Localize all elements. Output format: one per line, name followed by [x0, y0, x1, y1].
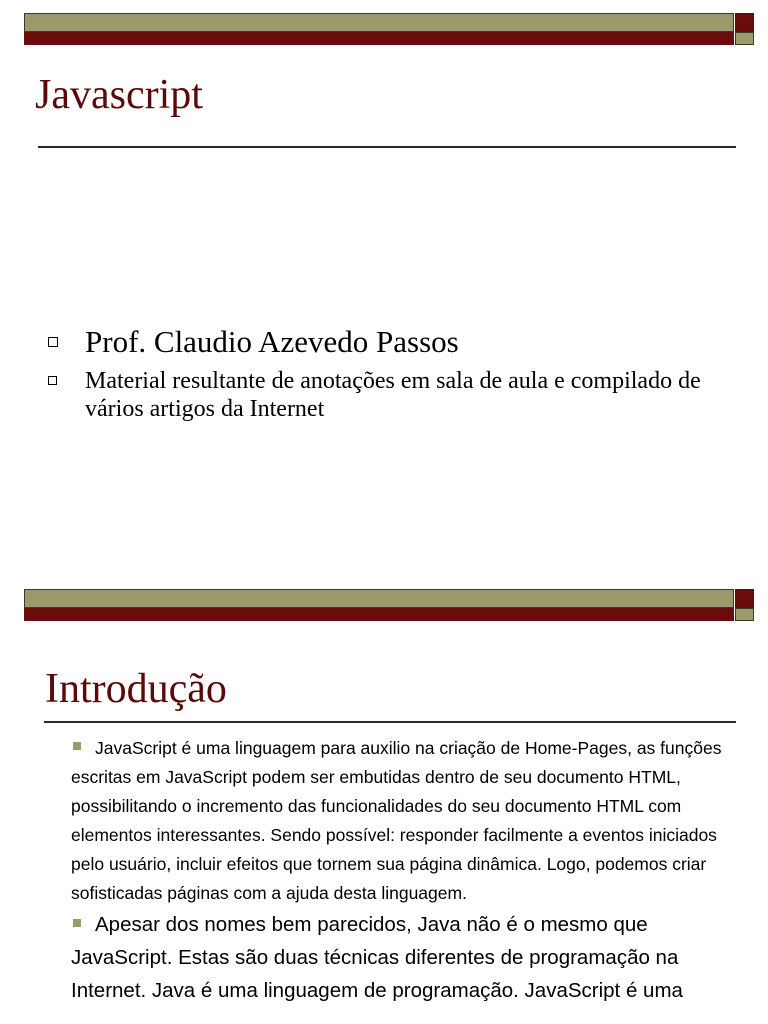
slide2-title: Introdução: [45, 666, 227, 712]
olive-square-bullet-icon: [73, 742, 81, 750]
slide1-bullet-item: [46, 324, 736, 360]
slide2-header-banner: [24, 589, 754, 621]
banner-red-bar: [24, 32, 734, 45]
banner-red-square: [735, 13, 754, 32]
banner-olive-bar: [24, 13, 734, 32]
olive-square-bullet-icon: [73, 919, 81, 927]
slide1-title-rule: [38, 146, 736, 148]
banner-olive-square: [735, 32, 754, 45]
slide2-paragraph-list: [71, 734, 731, 1007]
banner-olive-bar: [24, 589, 734, 608]
intro-paragraph-text: JavaScript é uma linguagem para auxilio na criação de Home-Pages, as funções escritas em JavaScript podem ser embutidas dentro de seu documento HTML, possibilitando o incremento das funcionalidades do seu documento HTML com elementos interessantes. Sendo possível: responder facilmente a eventos iniciados pelo usuário, incluir efeitos que tornem sua página dinâmica. Logo, podemos criar sofisticadas páginas com a ajuda desta linguagem.: [71, 738, 722, 903]
banner-olive-square: [735, 608, 754, 621]
slide1-bullet-text: Material resultante de anotações em sala de aula e compilado de vários artigos da Internet: [85, 368, 701, 422]
slide2-title-rule: [44, 721, 736, 723]
slide1-bullet-text: Prof. Claudio Azevedo Passos: [85, 324, 459, 359]
hollow-square-bullet-icon: [48, 376, 57, 385]
intro-paragraph: [71, 908, 731, 1007]
slide1-header-banner: [24, 13, 754, 45]
slide1-bullet-list: [46, 324, 736, 423]
slide1-bullet-item: [46, 367, 736, 423]
slide1-title: Javascript: [35, 72, 203, 118]
banner-red-bar: [24, 608, 734, 621]
hollow-square-bullet-icon: [48, 337, 58, 347]
banner-red-square: [735, 589, 754, 608]
intro-paragraph: [71, 734, 731, 908]
intro-paragraph-text: Apesar dos nomes bem parecidos, Java não é o mesmo que JavaScript. Estas são duas técnicas diferentes de programação na Internet. Java é uma linguagem de programação. JavaScript é uma: [71, 913, 683, 1002]
